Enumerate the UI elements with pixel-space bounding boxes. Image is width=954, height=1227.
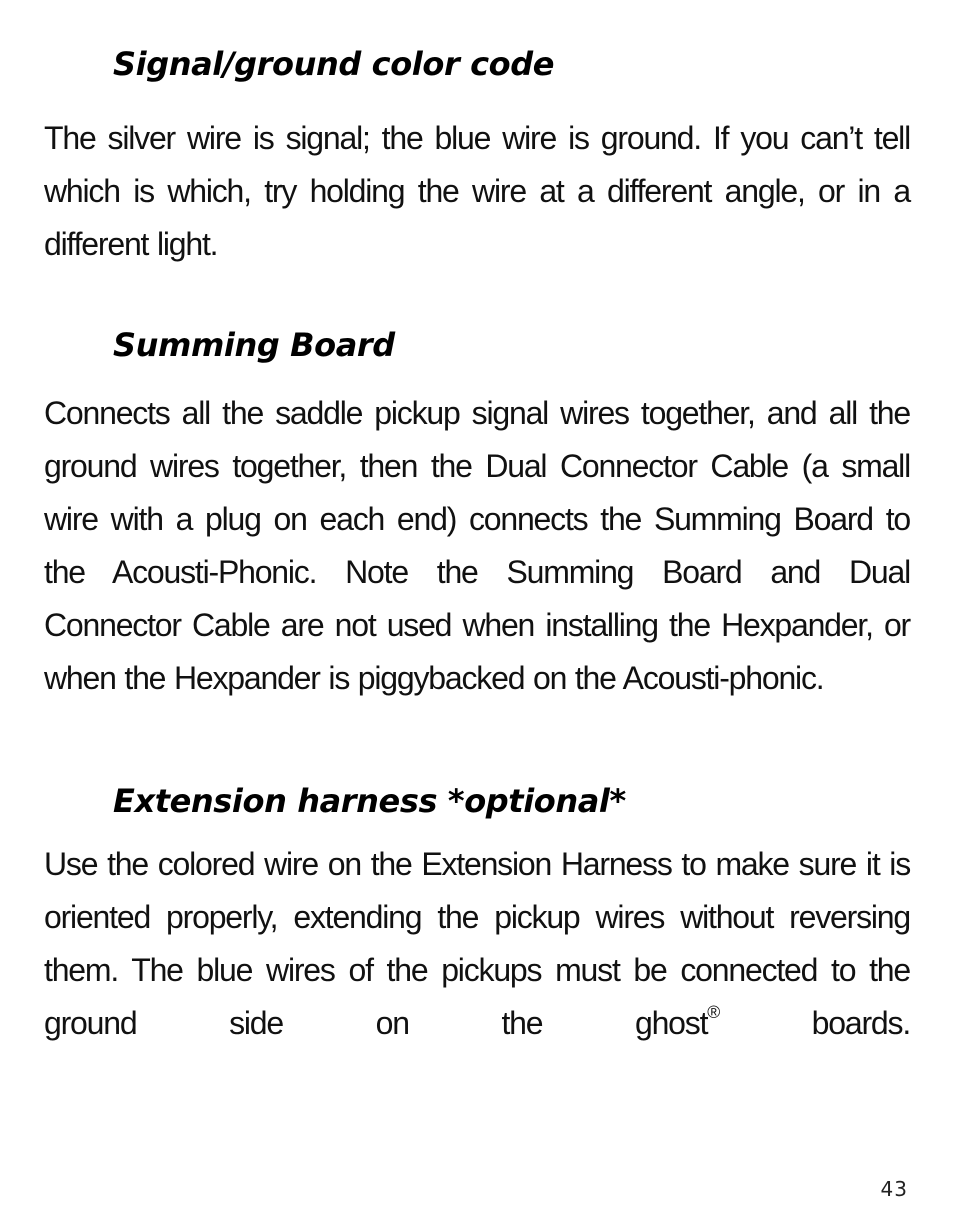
section-body-signal-ground: The silver wire is signal; the blue wire is ground. If you can’t tell which is which, try holding the wire at a different angle, or in a different light. bbox=[44, 120, 910, 262]
section-body-extension-harness-text: Use the colored wire on the Extension Harness to make sure it is oriented properly, extending the pickup wires without reversing them. The blue wires of the pickups must be connected to the ground side on the ghost bbox=[44, 846, 910, 1041]
page-number: 43 bbox=[880, 1177, 908, 1201]
section-heading-extension-harness: Extension harness *optional* bbox=[113, 782, 626, 820]
section-heading-summing-board: Summing Board bbox=[113, 326, 395, 364]
registered-trademark-mark: ® bbox=[707, 1002, 720, 1023]
section-body-extension-harness-end: boards. bbox=[719, 1005, 911, 1041]
section-body-summing-board: Connects all the saddle pickup signal wires together, and all the ground wires together, then the Dual Connector Cable (a small wire with a plug on each end) connects the Summing Board to the Acousti-Phonic. Note the Summing Board and Dual Connector Cable are not used when installing the Hexpander, or when the Hexpander is piggybacked on the Acousti-phonic. bbox=[44, 395, 910, 696]
section-body-extension-harness bbox=[44, 838, 910, 1050]
section-heading-signal-ground: Signal/ground color code bbox=[113, 45, 555, 83]
